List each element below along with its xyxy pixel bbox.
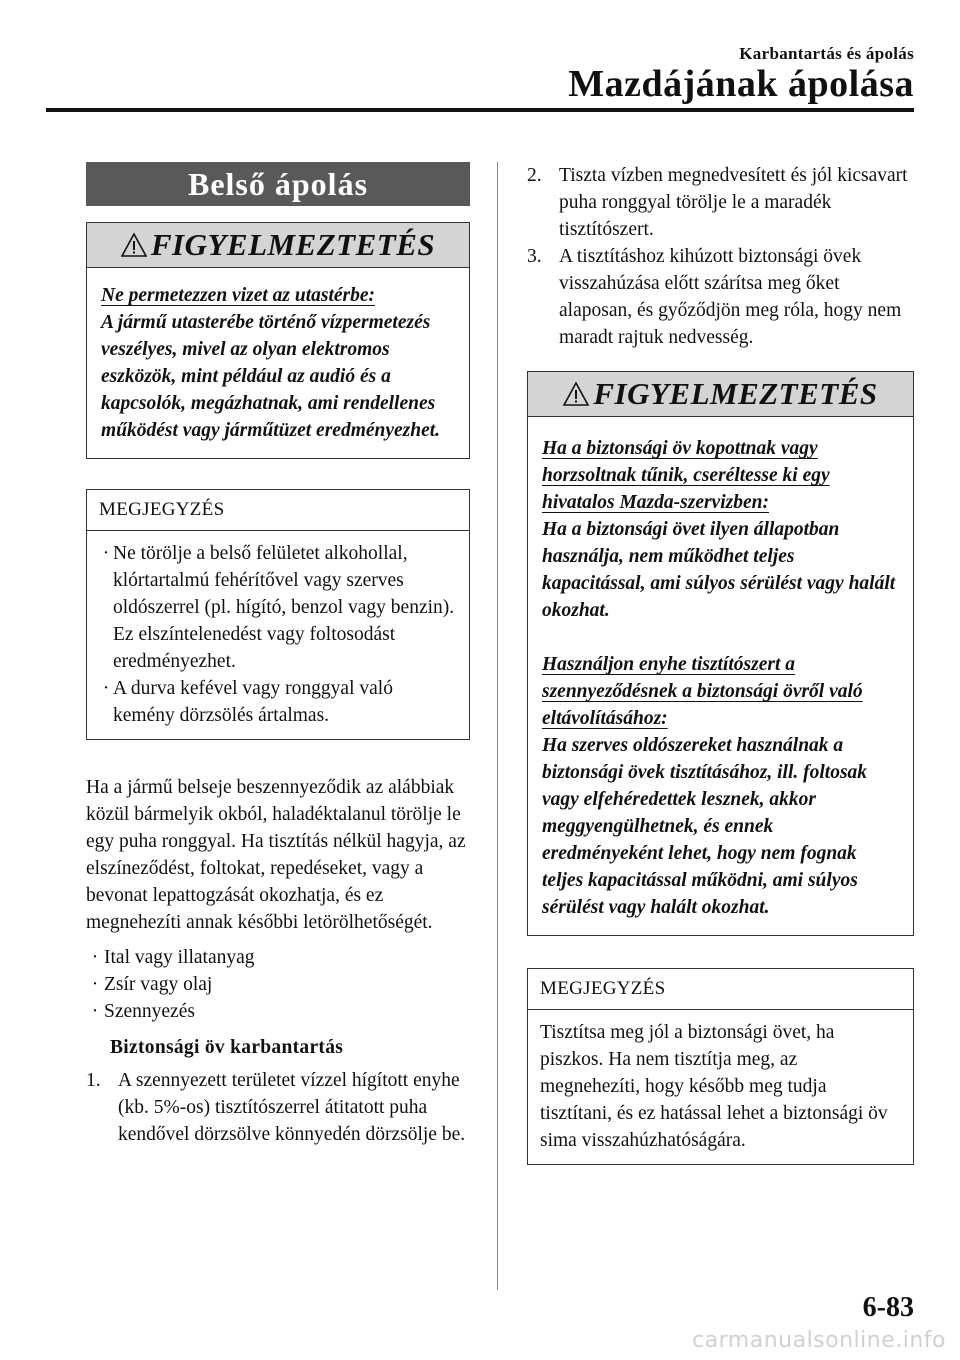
note-box-interior <box>86 489 470 740</box>
note-title: MEGJEGYZÉS <box>87 490 469 531</box>
left-column <box>86 162 470 1148</box>
warning-body <box>528 417 913 935</box>
column-divider <box>497 162 498 1290</box>
note-body <box>87 531 469 739</box>
warning-header <box>87 223 469 268</box>
warning-text: Ha szerves oldószereket használnak a biztonsági övek tisztításához, ill. foltosak vagy elfehéredettek lesznek, akkor meggyengülhetnek, és ennek eredményeként lehet, hogy nem fognak teljes kapacitással működni, ami súlyos sérülést vagy halált okozhat. <box>542 735 868 918</box>
warning-triangle-icon <box>121 232 147 258</box>
warning-title: FIGYELMEZTETÉS <box>593 376 878 411</box>
list-item: · Ital vagy illatanyag <box>91 947 255 968</box>
header-chapter: Karbantartás és ápolás <box>739 44 914 63</box>
warning-title: FIGYELMEZTETÉS <box>150 227 436 262</box>
warning-heading: Használjon enyhe tisztítószert a szennyeződésnek a biztonsági övről való eltávolításához: <box>542 654 863 729</box>
subheading: Biztonsági öv karbantartás <box>110 1037 344 1058</box>
header-rule <box>46 108 914 112</box>
intro-paragraph: Ha a jármű belseje beszennyeződik az alábbiak közül bármelyik okból, haladéktalanul törölje le egy puha ronggyal. Ha tisztítás nélkül hagyja, az elszíneződést, foltokat, repedéseket, vagy a bevonat lepattogzását okozhatja, és ez megnehezíti annak későbbi letörölhetőségét. <box>86 777 466 933</box>
list-item: · Zsír vagy olaj <box>91 974 213 995</box>
step-3: 3. A tisztításhoz kihúzott biztonsági övek visszahúzása előtt szárítsa meg őket alaposan, és győződjön meg róla, hogy nem maradt rajtuk nedvesség. <box>527 246 902 348</box>
watermark: carmanualsonline.info <box>692 1328 946 1353</box>
note-bullet: · A durva kefével vagy ronggyal való kemény dörzsölés ártalmas. <box>102 678 393 726</box>
warning-triangle-icon <box>563 381 589 407</box>
header-title: Mazdájának ápolása <box>568 63 914 105</box>
warning-body <box>87 268 469 458</box>
warning-box-seatbelt <box>527 371 914 936</box>
note-bullet: · Ne törölje a belső felületet alkohollal, klórtartalmú fehérítővel vagy szerves oldószerrel (pl. hígító, benzol vagy benzin). Ez elszíntelenedést vagy foltosodást eredményezhet. <box>102 543 455 672</box>
note-title: MEGJEGYZÉS <box>528 969 913 1010</box>
warning-heading: Ne permetezzen vizet az utastérbe: <box>101 285 376 306</box>
warning-text: Ha a biztonsági övet ilyen állapotban használja, nem működhet teljes kapacitással, ami súlyos sérülést vagy halált okozhat. <box>542 519 896 621</box>
page-number: 6-83 <box>862 1292 914 1323</box>
note-box-seatbelt <box>527 968 914 1165</box>
right-column <box>527 162 914 1165</box>
step-1: 1. A szennyezett területet vízzel hígított enyhe (kb. 5%-os) tisztítószerrel átitatott puha kendővel dörzsölve könnyedén dörzsölje be. <box>86 1070 466 1145</box>
contaminant-list <box>86 944 470 1025</box>
warning-box-interior <box>86 222 470 459</box>
list-item: · Szennyezés <box>91 1001 195 1022</box>
note-body: Tisztítsa meg jól a biztonsági övet, ha piszkos. Ha nem tisztítja meg, az megnehezíti, hogy később meg tudja tisztítani, és ez hatással lehet a biztonsági öv sima visszahúzhatóságára. <box>540 1022 888 1151</box>
step-2: 2. Tiszta vízben megnedvesített és jól kicsavart puha ronggyal törölje le a maradék tisztítószert. <box>527 165 908 240</box>
warning-heading: Ha a biztonsági öv kopottnak vagy horzsoltnak tűnik, cseréltesse ki egy hivatalos Mazda-szervizben: <box>542 438 830 513</box>
section-title: Belső ápolás <box>86 162 470 206</box>
warning-text: A jármű utasterébe történő vízpermetezés veszélyes, mivel az olyan elektromos eszközök, mint például az audió és a kapcsolók, megázhatnak, ami rendellenes működést vagy járműtüzet eredményezhet. <box>101 312 441 441</box>
warning-header <box>528 372 913 417</box>
